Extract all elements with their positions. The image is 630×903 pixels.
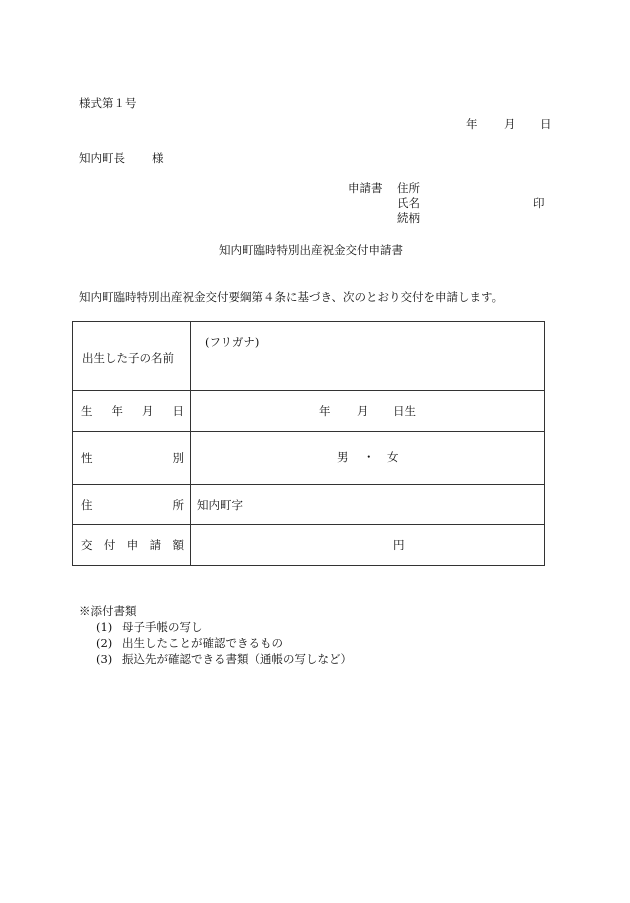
table-row (73, 525, 545, 566)
birth-month: 月 (357, 404, 369, 418)
attachment-text: 母子手帳の写し (122, 620, 203, 634)
address-cell[interactable] (191, 485, 545, 525)
amount-cell[interactable] (191, 525, 545, 566)
sex-label-char: 性 (81, 451, 93, 465)
document-title: 知内町臨時特別出産祝金交付申請書 (219, 243, 403, 257)
birthdate-label-char: 生 (81, 404, 93, 418)
sex-female-option[interactable]: 女 (387, 450, 399, 464)
intro-text: 知内町臨時特別出産祝金交付要綱第４条に基づき、次のとおり交付を申請します。 (79, 290, 504, 304)
sex-separator: ・ (363, 450, 375, 464)
amount-unit: 円 (393, 538, 405, 552)
applicant-address-label: 住所 (397, 181, 420, 195)
attachment-text: 振込先が確認できる書類（通帳の写しなど） (122, 652, 352, 666)
furigana-label: (フリガナ) (205, 335, 260, 349)
birthdate-cell[interactable] (191, 391, 545, 432)
addressee-honorific: 様 (152, 151, 164, 165)
birthdate-label-char: 年 (111, 404, 123, 418)
birth-day-suffix: 日生 (393, 404, 416, 418)
date-day: 日 (540, 117, 552, 131)
date-month: 月 (504, 117, 516, 131)
birth-year: 年 (319, 404, 331, 418)
attachment-number: (1) (96, 620, 113, 634)
date-year: 年 (466, 117, 478, 131)
amount-label-char: 請 (149, 538, 162, 552)
form-number: 様式第１号 (79, 96, 137, 110)
table-row (73, 485, 545, 525)
sex-label-cell (73, 432, 191, 485)
amount-label-char: 交 (81, 538, 93, 552)
birthdate-label-char: 日 (172, 404, 184, 418)
applicant-name-label: 氏名 (397, 196, 420, 210)
address-prefix: 知内町字 (197, 497, 243, 512)
amount-label-char: 付 (103, 538, 116, 552)
seal-mark: 印 (533, 196, 545, 210)
table-row (73, 322, 545, 391)
sex-male-option[interactable]: 男 (337, 450, 349, 464)
child-name-label: 出生した子の名前 (82, 351, 174, 365)
table-row (73, 432, 545, 485)
child-name-label-cell (73, 322, 191, 391)
addressee-name: 知内町長 (79, 151, 125, 165)
table-row (73, 391, 545, 432)
attachment-text: 出生したことが確認できるもの (122, 636, 283, 650)
child-name-cell[interactable] (191, 322, 545, 391)
amount-label-char: 額 (172, 538, 184, 552)
amount-label-char: 申 (126, 538, 139, 552)
address-label-char: 所 (172, 497, 184, 512)
address-label-char: 住 (81, 497, 93, 512)
birthdate-label-char: 月 (142, 404, 154, 418)
applicant-label: 申請書 (348, 181, 383, 195)
sex-cell[interactable] (191, 432, 545, 485)
amount-label-cell (73, 525, 191, 566)
attachments-heading: ※添付書類 (79, 604, 137, 618)
attachment-number: (3) (96, 652, 113, 666)
application-table (72, 321, 545, 566)
attachment-number: (2) (96, 636, 113, 650)
applicant-relation-label: 続柄 (397, 211, 420, 225)
birthdate-label-cell (73, 391, 191, 432)
address-label-cell (73, 485, 191, 525)
sex-label-char: 別 (172, 451, 184, 465)
